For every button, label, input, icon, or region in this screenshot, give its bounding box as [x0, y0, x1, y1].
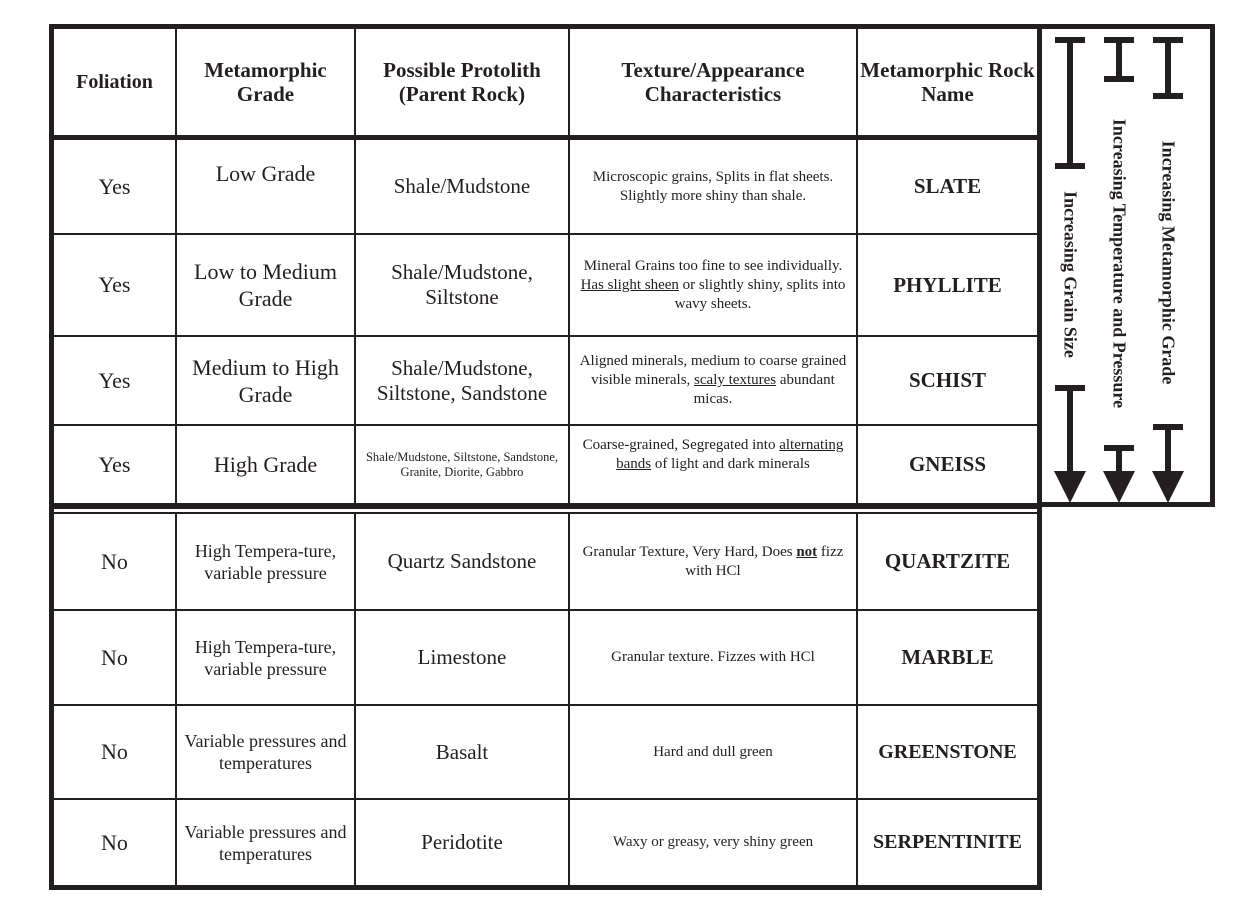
- header-foliation: Foliation: [54, 29, 177, 135]
- grade-cell: Low Grade: [177, 140, 356, 233]
- rock-name-cell: QUARTZITE: [884, 549, 1011, 573]
- texture-cell: Granular texture. Fizzes with HCl: [570, 611, 858, 704]
- rock-name-cell: PHYLLITE: [893, 272, 1002, 297]
- foliation-cell: No: [54, 800, 177, 885]
- gradient-arrows-panel: [1037, 24, 1215, 507]
- foliation-cell: No: [54, 611, 177, 704]
- grade-cell: Low to Medium Grade: [177, 235, 356, 335]
- protolith-cell: Shale/Mudstone, Siltstone, Sandstone, Granite, Diorite, Gabbro: [356, 426, 570, 503]
- foliation-cell: Yes: [54, 426, 177, 503]
- grade-cell: High Tempera-ture, variable pressure: [177, 514, 356, 609]
- rock-name-cell: SCHIST: [908, 368, 987, 392]
- protolith-cell: Limestone: [356, 611, 570, 704]
- table-row: [54, 514, 1037, 609]
- rock-name-cell: SLATE: [913, 174, 982, 198]
- grade-cell: Medium to High Grade: [177, 337, 356, 424]
- rock-name-cell: SERPENTINITE: [873, 831, 1022, 853]
- grade-cell: Variable pressures and temperatures: [177, 800, 356, 885]
- metamorphic-grade-label: Increasing Metamorphic Grade: [1158, 140, 1179, 385]
- table-row: [54, 426, 1037, 503]
- texture-cell: Waxy or greasy, very shiny green: [570, 800, 858, 885]
- rock-name-cell: MARBLE: [901, 645, 994, 669]
- texture-cell: Mineral Grains too fine to see individually. Has slight sheen or slightly shiny, splits into wavy sheets.: [570, 235, 858, 335]
- foliation-cell: Yes: [54, 337, 177, 424]
- protolith-cell: Quartz Sandstone: [356, 514, 570, 609]
- foliation-cell: Yes: [54, 235, 177, 335]
- section-divider: [54, 503, 1037, 509]
- foliation-cell: No: [54, 514, 177, 609]
- grain-size-label: Increasing Grain Size: [1060, 191, 1081, 358]
- temperature-pressure-label: Increasing Temperature and Pressure: [1109, 118, 1130, 409]
- header-protolith: Possible Protolith (Parent Rock): [356, 29, 570, 135]
- texture-cell: Coarse-grained, Segregated into alternating bands of light and dark minerals: [570, 426, 858, 503]
- header-metamorphic-grade: Metamorphic Grade: [177, 29, 356, 135]
- protolith-cell: Shale/Mudstone: [356, 140, 570, 233]
- rock-name-cell: GNEISS: [908, 452, 987, 476]
- header-texture: Texture/Appearance Characteristics: [570, 29, 858, 135]
- foliation-cell: No: [54, 706, 177, 798]
- texture-cell: Granular Texture, Very Hard, Does not fizz with HCl: [570, 514, 858, 609]
- grade-cell: High Grade: [177, 426, 356, 503]
- table-row: [54, 235, 1037, 335]
- table-row: [54, 140, 1037, 233]
- header-rock-name: Metamorphic Rock Name: [860, 58, 1035, 106]
- table-header-row: [54, 29, 1037, 135]
- table-row: [54, 611, 1037, 704]
- table-row: [54, 706, 1037, 798]
- texture-cell: Hard and dull green: [570, 706, 858, 798]
- rock-name-cell: GREENSTONE: [878, 740, 1017, 763]
- texture-cell: Microscopic grains, Splits in flat sheets. Slightly more shiny than shale.: [570, 140, 858, 233]
- protolith-cell: Basalt: [356, 706, 570, 798]
- protolith-cell: Shale/Mudstone, Siltstone: [356, 235, 570, 335]
- foliation-cell: Yes: [54, 140, 177, 233]
- protolith-cell: Peridotite: [356, 800, 570, 885]
- metamorphic-rock-table: [49, 24, 1042, 890]
- grade-cell: Variable pressures and temperatures: [177, 706, 356, 798]
- table-row: [54, 800, 1037, 885]
- table-row: [54, 337, 1037, 424]
- grade-cell: High Tempera-ture, variable pressure: [177, 611, 356, 704]
- texture-cell: Aligned minerals, medium to coarse grained visible minerals, scaly textures abundant micas.: [570, 337, 858, 424]
- protolith-cell: Shale/Mudstone, Siltstone, Sandstone: [356, 337, 570, 424]
